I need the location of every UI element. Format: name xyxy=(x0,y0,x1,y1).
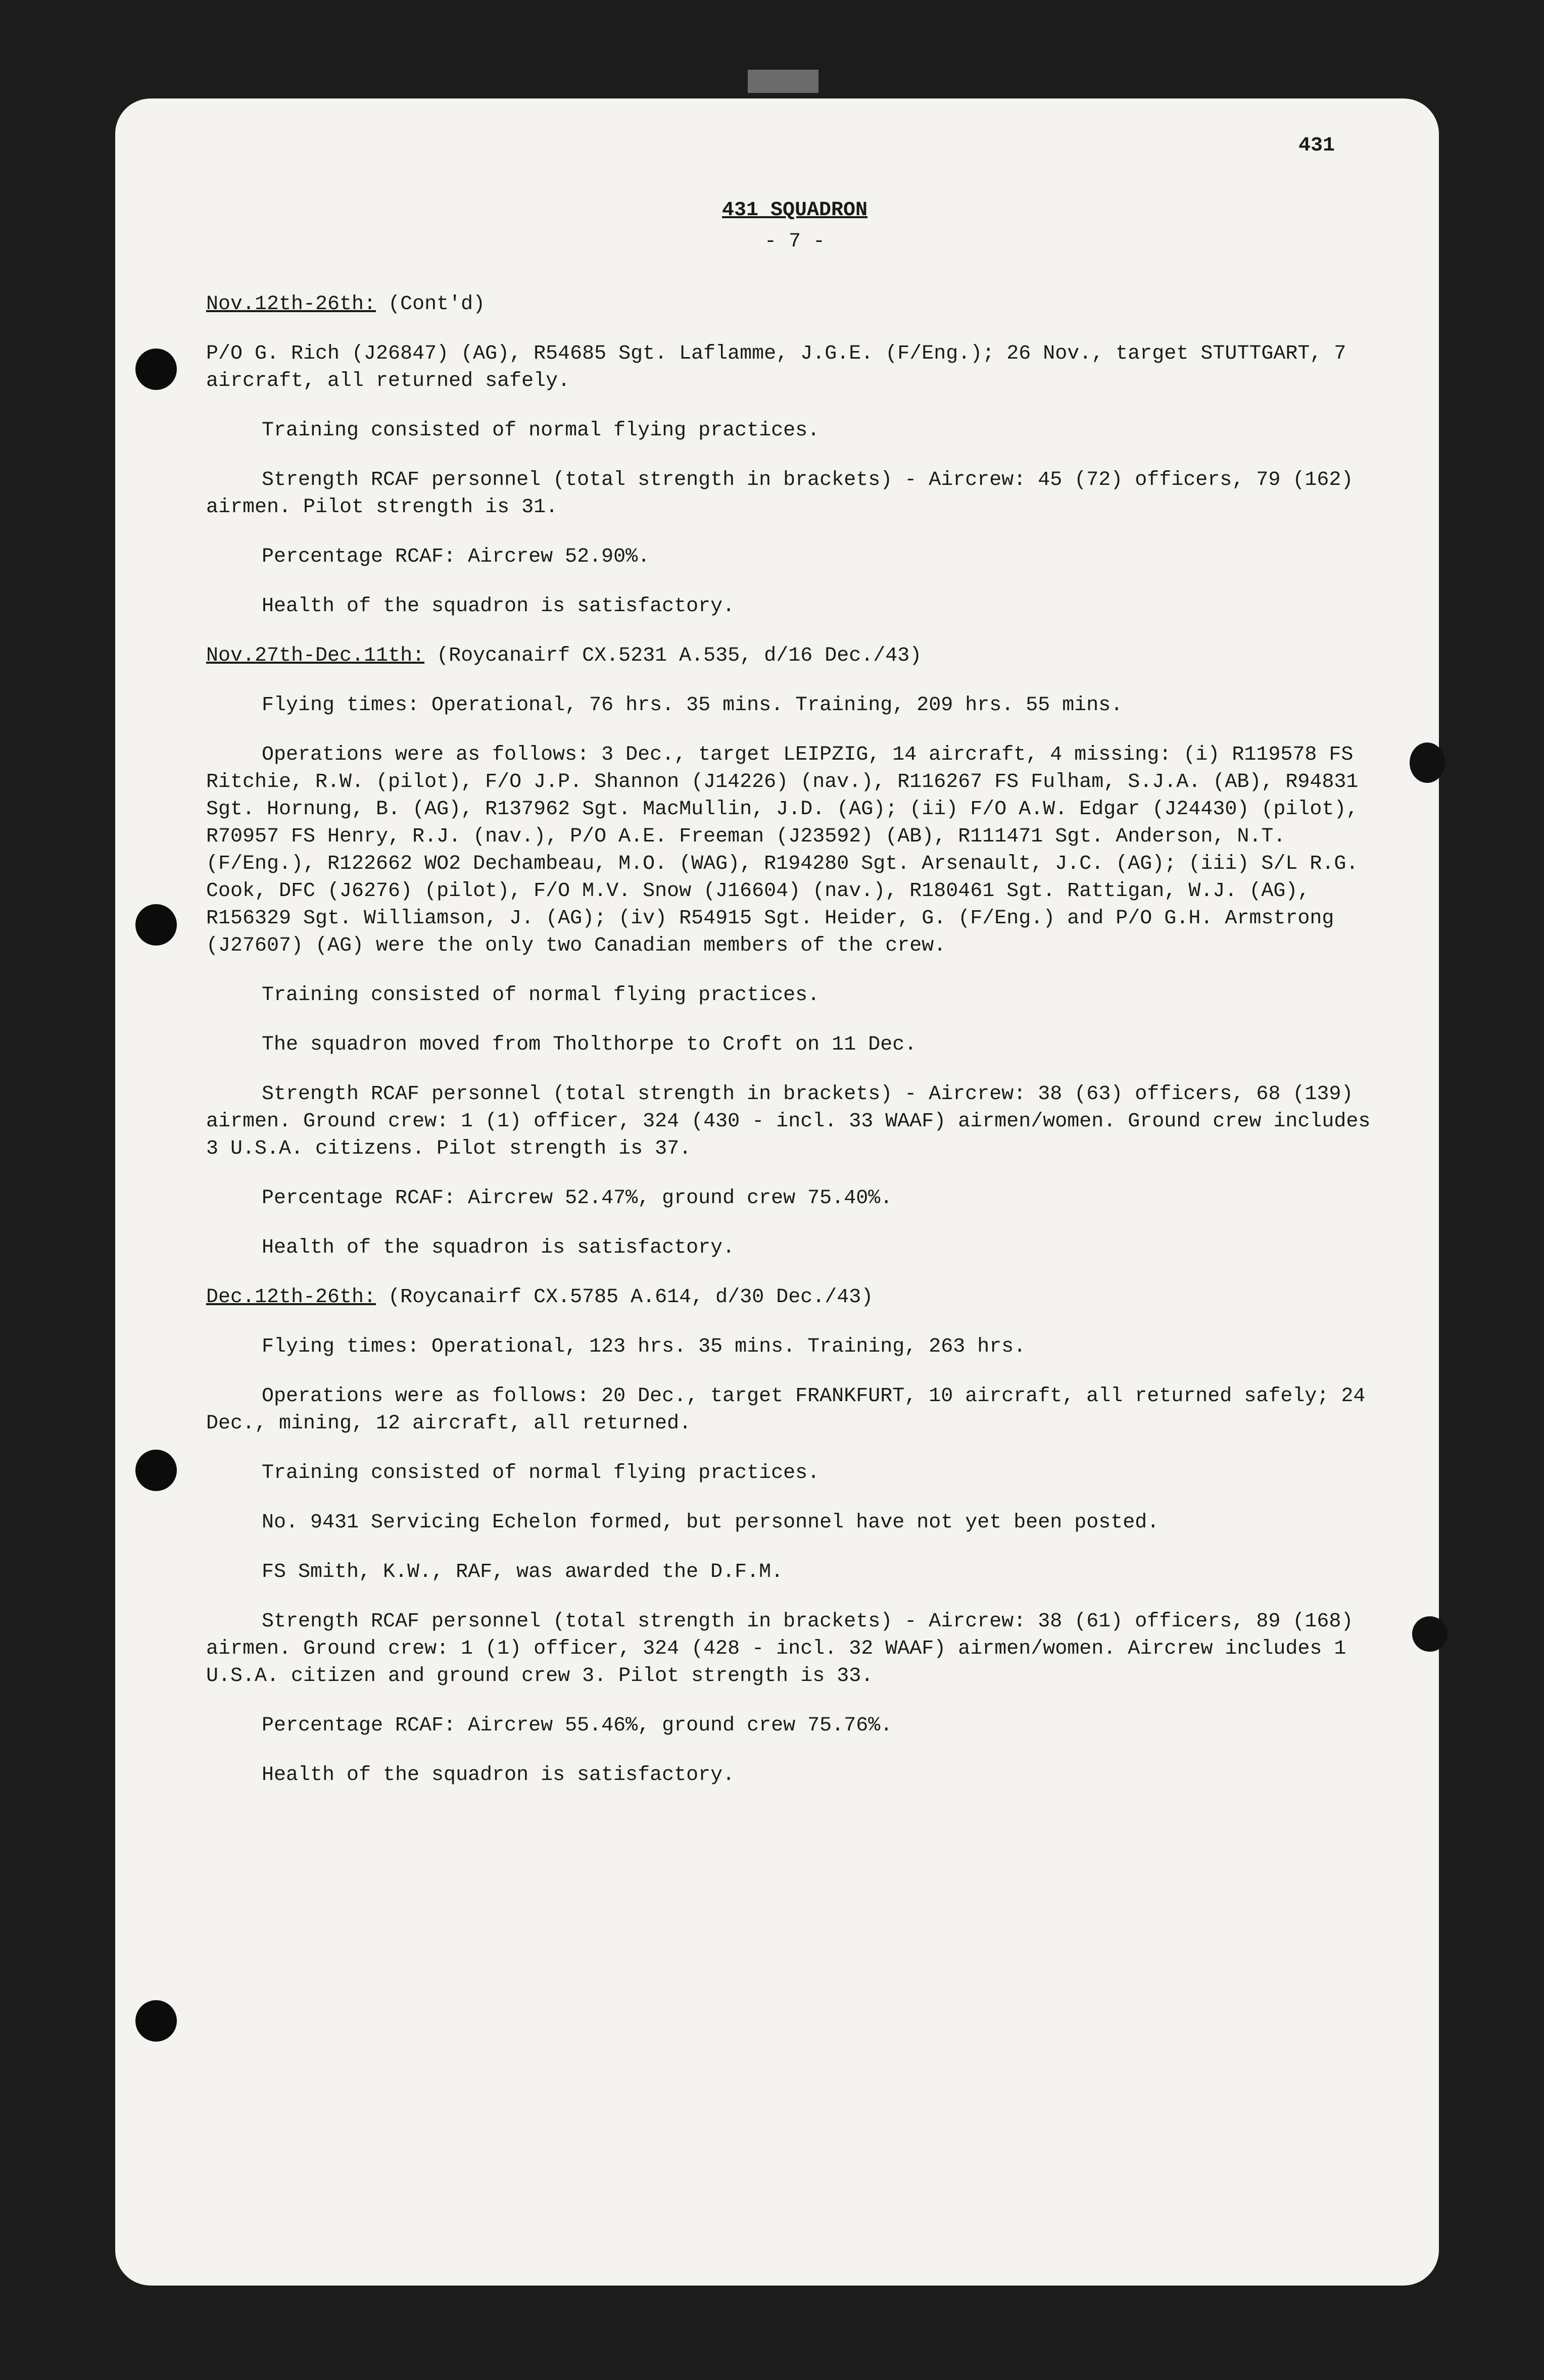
section-date-range: Nov.12th-26th: xyxy=(206,293,376,316)
paragraph: Strength RCAF personnel (total strength in brackets) - Aircrew: 38 (61) officers, 89 (168) airmen. Ground crew: 1 (1) officer, 324 (428 - incl. 32 WAAF) airmen/women. Aircrew includes 1 U.S.A. citizen and ground crew 3. Pilot strength is 33. xyxy=(206,1610,1354,1688)
punch-hole-1 xyxy=(135,349,177,390)
paragraph: The squadron moved from Tholthorpe to Croft on 11 Dec. xyxy=(262,1033,917,1056)
paragraph: Training consisted of normal flying practices. xyxy=(262,1462,820,1484)
ink-blot-1 xyxy=(1410,742,1445,783)
section-note: (Roycanairf CX.5785 A.614, d/30 Dec./43) xyxy=(388,1286,874,1309)
section-date-range: Dec.12th-26th: xyxy=(206,1286,376,1309)
binder-clip xyxy=(748,70,818,93)
paragraph: Percentage RCAF: Aircrew 52.47%, ground crew 75.40%. xyxy=(262,1187,893,1210)
paragraph: Percentage RCAF: Aircrew 52.90%. xyxy=(262,546,650,568)
section-note: (Cont'd) xyxy=(388,293,486,316)
punch-hole-3 xyxy=(135,1450,177,1491)
section-header xyxy=(206,642,1383,670)
paragraph: Flying times: Operational, 76 hrs. 35 mins. Training, 209 hrs. 55 mins. xyxy=(262,694,1123,717)
section-nov-12-26 xyxy=(206,291,1383,620)
paragraph: Training consisted of normal flying practices. xyxy=(262,984,820,1007)
paragraph: Training consisted of normal flying practices. xyxy=(262,419,820,442)
page-number: 431 xyxy=(1298,134,1335,157)
paragraph: Health of the squadron is satisfactory. xyxy=(262,595,735,618)
paragraph: Percentage RCAF: Aircrew 55.46%, ground crew 75.76%. xyxy=(262,1714,893,1737)
paragraph: Health of the squadron is satisfactory. xyxy=(262,1236,735,1259)
ink-blot-2 xyxy=(1412,1616,1447,1652)
paragraph: Strength RCAF personnel (total strength in brackets) - Aircrew: 38 (63) officers, 68 (139) airmen. Ground crew: 1 (1) officer, 324 (430 - incl. 33 WAAF) airmen/women. Ground crew includes 3 U.S.A. citizens. Pilot strength is 37. xyxy=(206,1083,1371,1160)
page-subtitle: - 7 - xyxy=(764,230,826,253)
punch-hole-2 xyxy=(135,904,177,946)
paragraph: Flying times: Operational, 123 hrs. 35 mins. Training, 263 hrs. xyxy=(262,1335,1026,1358)
paragraph: Health of the squadron is satisfactory. xyxy=(262,1764,735,1787)
paragraph: Strength RCAF personnel (total strength in brackets) - Aircrew: 45 (72) officers, 79 (162) airmen. Pilot strength is 31. xyxy=(206,469,1354,519)
paragraph: P/O G. Rich (J26847) (AG), R54685 Sgt. Laflamme, J.G.E. (F/Eng.); 26 Nov., target STUTTGART, 7 aircraft, all returned safely. xyxy=(206,342,1346,392)
paragraph: Operations were as follows: 3 Dec., target LEIPZIG, 14 aircraft, 4 missing: (i) R119578 FS Ritchie, R.W. (pilot), F/O J.P. Shannon (J14226) (nav.), R116267 FS Fulham, S.J.A. (AB), R94831 Sgt. Hornung, B. (AG), R137962 Sgt. MacMullin, J.D. (AG); (ii) F/O A.W. Edgar (J24430) (pilot), R70957 FS Henry, R.J. (nav.), P/O A.E. Freeman (J23592) (AB), R111471 Sgt. Anderson, N.T.(F/Eng.), R122662 WO2 Dechambeau, M.O. (WAG), R194280 Sgt. Arsenault, J.C. (AG); (iii) S/L R.G. Cook, DFC (J6276) (pilot), F/O M.V. Snow (J16604) (nav.), R180461 Sgt. Rattigan, W.J. (AG), R156329 Sgt. Williamson, J. (AG); (iv) R54915 Sgt. Heider, G. (F/Eng.) and P/O G.H. Armstrong (J27607) (AG) were the only two Canadian members of the crew. xyxy=(206,743,1359,957)
section-header xyxy=(206,1284,1383,1311)
paragraph: FS Smith, K.W., RAF, was awarded the D.F.M. xyxy=(262,1561,784,1583)
document-title: 431 SQUADRON xyxy=(721,199,868,222)
document-body xyxy=(206,146,1383,1789)
section-note: (Roycanairf CX.5231 A.535, d/16 Dec./43) xyxy=(437,644,922,667)
section-nov-27-dec-11 xyxy=(206,642,1383,1262)
paragraph: Operations were as follows: 20 Dec., target FRANKFURT, 10 aircraft, all returned safely; 24 Dec., mining, 12 aircraft, all returned. xyxy=(206,1385,1366,1435)
paragraph: No. 9431 Servicing Echelon formed, but personnel have not yet been posted. xyxy=(262,1511,1160,1534)
punch-hole-4 xyxy=(135,2000,177,2042)
section-header xyxy=(206,291,1383,318)
section-dec-12-26 xyxy=(206,1284,1383,1789)
section-date-range: Nov.27th-Dec.11th: xyxy=(206,644,425,667)
